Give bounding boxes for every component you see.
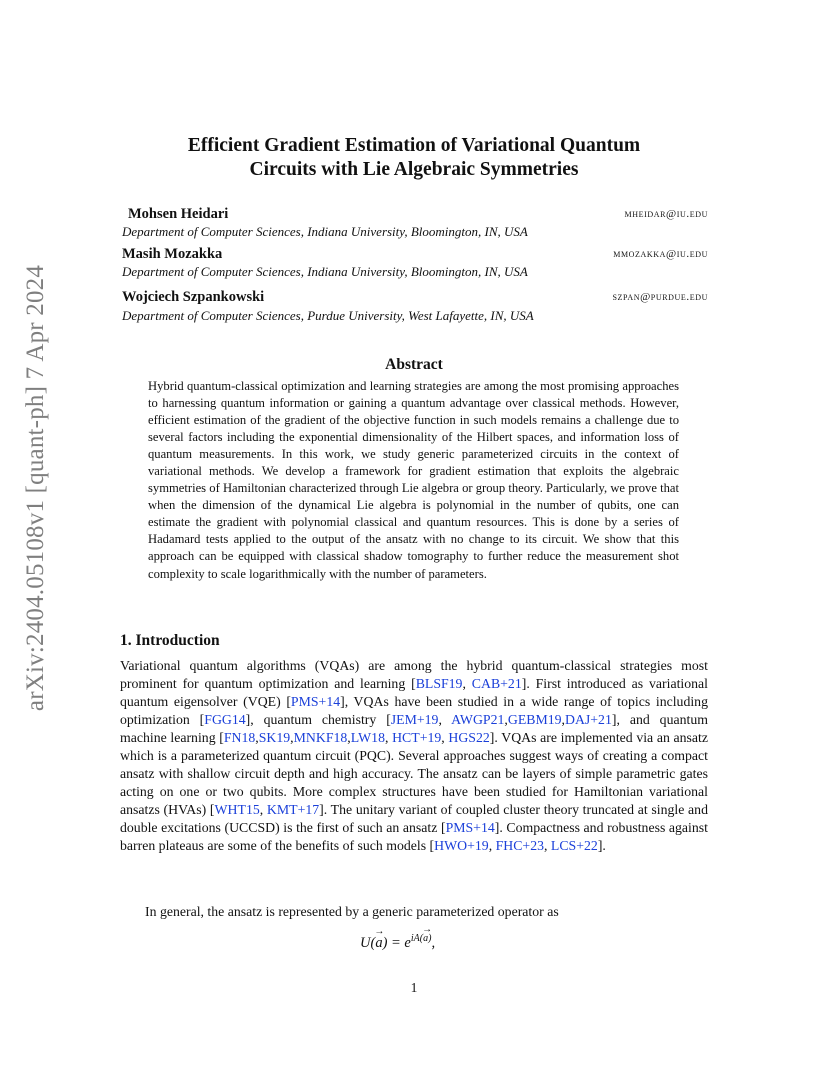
citation-link[interactable]: FN18 [223,730,256,745]
author-name: Masih Mozakka [122,246,223,262]
title-line-1: Efficient Gradient Estimation of Variational Quantum [187,135,641,156]
citation-link[interactable]: PMS+14 [290,694,341,709]
citation-link[interactable]: SK19 [258,730,291,745]
citation-link[interactable]: BLSF19 [415,676,463,691]
author-row-3 [122,289,708,307]
author-email[interactable]: mheidar@iu.edu [624,208,708,220]
abstract-heading: Abstract [385,356,443,373]
citation-link[interactable]: JEM+19 [390,712,439,727]
author-row-2 [122,246,708,264]
equation: $U(\to a) = e^{iA(\to a)}$, [360,933,435,952]
abstract-body: Hybrid quantum-classical optimization and learning strategies are among the most promising approaches to harnessing quantum information or gaining a quantum advantage over classical methods. However, efficient estimation of the gradient of the objective function in such models remains a challenge due to several factors including the exponential dimensionality of the Hilbert spaces, and information loss of quantum measurements. In this work, we study generic parameterized circuits in the context of variational methods. We develop a framework for gradient estimation that exploits the algebraic symmetries of Hamiltonian characterized through Lie algebra or group theory. Particularly, we prove that when the dimension of the dynamical Lie algebra is polynomial in the number of qubits, one can estimate the gradient with polynomial classical and quantum resources. This is done by a series of Hadamard tests applied to the output of the ansatz with no change to its circuit. We show that this approach can be equipped with classical shadow tomography to further reduce the measurement shot complexity to scale logarithmically with the number of parameters. [148,379,679,581]
citation-link[interactable]: CAB+21 [471,676,522,691]
author-affiliation: Department of Computer Sciences, Purdue University, West Lafayette, IN, USA [122,308,534,323]
citation-link[interactable]: HGS22 [448,730,490,745]
arxiv-stamp: arXiv:2404.05108v1 [quant-ph] 7 Apr 2024 [22,264,49,711]
citation-link[interactable]: AWGP21 [451,712,505,727]
title-line-2: Circuits with Lie Algebraic Symmetries [249,159,579,180]
author-row-1 [122,206,708,224]
author-affiliation: Department of Computer Sciences, Indiana University, Bloomington, IN, USA [122,264,528,279]
page-number: 1 [410,980,418,995]
citation-link[interactable]: DAJ+21 [564,712,612,727]
paper-title [120,134,708,182]
citation-link[interactable]: HCT+19 [392,730,442,745]
citation-link[interactable]: KMT+17 [266,802,320,817]
author-name: Wojciech Szpankowski [122,289,265,305]
citation-link[interactable]: LCS+22 [550,838,598,853]
author-name: Mohsen Heidari [128,206,229,222]
citation-link[interactable]: WHT15 [214,802,260,817]
citation-link[interactable]: FHC+23 [495,838,545,853]
author-email[interactable]: mmozakka@iu.edu [613,248,708,260]
citation-link[interactable]: PMS+14 [445,820,495,835]
citation-link[interactable]: MNKF18 [293,730,348,745]
citation-link[interactable]: LW18 [350,730,385,745]
intro-paragraph: Variational quantum algorithms (VQAs) are among the hybrid quantum-classical strategies most prominent for quantum optimization and learning [BLSF19, CAB+21]. First introduced as variational quantum eigensolver (VQE) [PMS+14], VQAs have been studied in a wide range of topics including optimization [FGG14], quantum chemistry [JEM+19, AWGP21,GEBM19,DAJ+21], and quantum machine learning [FN18,SK19,MNKF18,LW18, HCT+19, HGS22]. VQAs are implemented via an ansatz which is a parameterized quantum circuit (PQC). Several approaches suggest ways of creating a compact ansatz with shallow circuit depth and high accuracy. The ansatz can be layers of simple parametric gates acting on one or two qubits. More complex structures have been studied for Hamiltonian variational ansatzs (HVAs) [WHT15, KMT+17]. The unitary variant of coupled cluster theory truncated at single and double excitations (UCCSD) is the first of such an ansatz [PMS+14]. Compactness and robustness against barren plateaus are some of the benefits of such models [HWO+19, FHC+23, LCS+22]. [120,658,708,853]
section-heading: 1. Introduction [120,632,220,649]
author-email[interactable]: szpan@purdue.edu [612,291,708,303]
body-paragraph: In general, the ansatz is represented by a generic parameterized operator as [145,904,559,919]
citation-link[interactable]: FGG14 [204,712,246,727]
citation-link[interactable]: HWO+19 [434,838,489,853]
author-affiliation: Department of Computer Sciences, Indiana University, Bloomington, IN, USA [122,224,528,239]
citation-link[interactable]: GEBM19 [507,712,562,727]
